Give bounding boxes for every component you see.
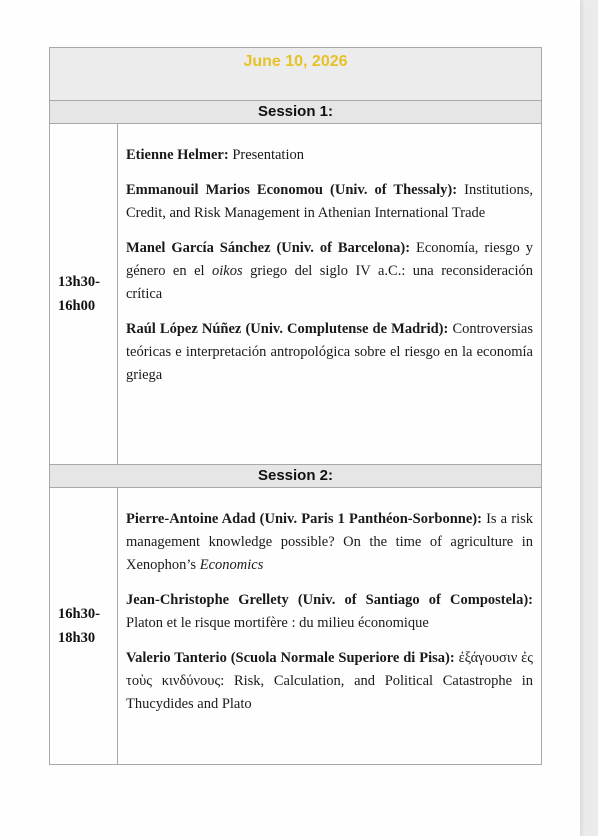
session-2-header — [50, 465, 541, 488]
session-1-time-start: 13h30- — [58, 274, 100, 290]
talk-item — [126, 179, 533, 225]
talk-item — [126, 144, 533, 167]
date-label: June 10, 2026 — [243, 53, 348, 70]
talk-title: Controversias teóricas e interpretación antropológica sobre el riesgo en la economía griega — [126, 321, 534, 383]
talk-title: Presentation — [232, 147, 304, 163]
schedule-table — [49, 47, 542, 765]
session-2-time — [50, 488, 118, 764]
session-2-title: Session 2: — [257, 467, 334, 484]
talk-speaker: Jean-Christophe Grellety (Univ. of Santiago of Compostela): — [126, 592, 533, 608]
talk-item — [126, 589, 533, 635]
session-1-header — [50, 101, 541, 124]
talk-item — [126, 237, 533, 306]
talk-speaker: Etienne Helmer: — [126, 147, 229, 163]
date-header — [50, 48, 541, 101]
talk-speaker: Manel García Sánchez (Univ. of Barcelona): — [126, 240, 411, 256]
session-2-time-end: 18h30 — [58, 630, 96, 646]
talk-speaker: Raúl López Núñez (Univ. Complutense de Madrid): — [126, 321, 449, 337]
session-1-body — [50, 124, 541, 465]
session-1-title: Session 1: — [257, 103, 334, 120]
session-1-time-end: 16h00 — [58, 298, 96, 314]
talk-item — [126, 647, 533, 716]
talk-title-italic: Economics — [199, 557, 264, 573]
session-1-time — [50, 124, 118, 464]
talk-speaker: Valerio Tanterio (Scuola Normale Superiore di Pisa): — [126, 650, 455, 666]
talk-title: Is a risk management knowledge possible? On the time of agriculture in Xenophon’s — [126, 511, 534, 573]
talk-item — [126, 508, 533, 577]
session-2-body — [50, 488, 541, 764]
session-2-time-start: 16h30- — [58, 606, 100, 622]
talk-title: Institutions, Credit, and Risk Management in Athenian International Trade — [126, 182, 533, 221]
talk-title: griego del siglo IV a.C.: una reconsideración crítica — [126, 263, 533, 302]
talk-title: Platon et le risque mortifère : du milieu économique — [126, 615, 429, 631]
talk-title: ἐξάγουσιν ἐς τοὺς κινδύνους: Risk, Calculation, and Political Catastrophe in Thucydides and Plato — [126, 650, 534, 712]
session-2-talks — [118, 488, 541, 764]
talk-item — [126, 318, 533, 387]
talk-title-italic: oikos — [212, 263, 243, 279]
talk-speaker: Emmanouil Marios Economou (Univ. of Thessaly): — [126, 182, 458, 198]
session-1-talks — [118, 124, 541, 464]
talk-speaker: Pierre-Antoine Adad (Univ. Paris 1 Panthéon-Sorbonne): — [126, 511, 482, 527]
talk-title: Economía, riesgo y género en el — [126, 240, 533, 279]
